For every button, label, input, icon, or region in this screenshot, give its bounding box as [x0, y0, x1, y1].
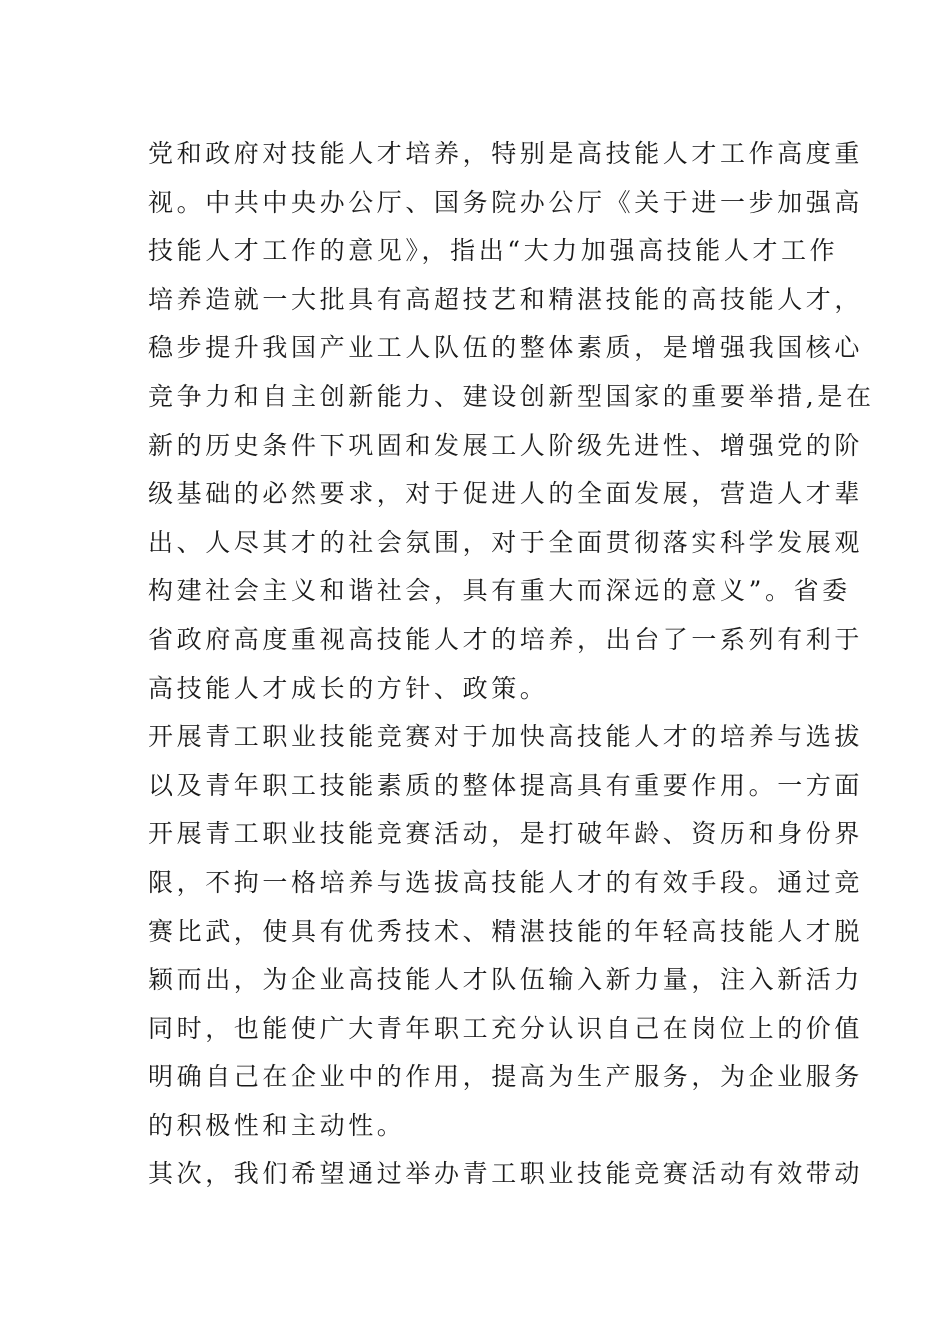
text-line: 以及青年职工技能素质的整体提高具有重要作用。一方面 [148, 770, 864, 800]
text-line: 新的历史条件下巩固和发展工人阶级先进性、增强党的阶 [148, 430, 864, 460]
text-line: 开展青工职业技能竞赛对于加快高技能人才的培养与选拔 [148, 722, 864, 752]
text-line: 省政府高度重视高技能人才的培养，出台了一系列有利于 [148, 624, 864, 654]
text-line: 颖而出，为企业高技能人才队伍输入新力量，注入新活力 [148, 965, 864, 995]
text-line: 赛比武，使具有优秀技术、精湛技能的年轻高技能人才脱 [148, 916, 864, 946]
text-line: 培养造就一大批具有高超技艺和精湛技能的高技能人才， [148, 284, 864, 314]
text-line: 级基础的必然要求，对于促进人的全面发展，营造人才辈 [148, 479, 864, 509]
text-line: 视。中共中央办公厅、国务院办公厅《关于进一步加强高 [148, 187, 864, 217]
text-line: 出、人尽其才的社会氛围，对于全面贯彻落实科学发展观 [148, 527, 864, 557]
body-text [148, 130, 875, 1199]
text-line: 限，不拘一格培养与选拔高技能人才的有效手段。通过竞 [148, 867, 864, 897]
text-line: 其次，我们希望通过举办青工职业技能竞赛活动有效带动 [148, 1159, 864, 1189]
text-line: 技能人才工作的意见》，指出“大力加强高技能人才工作 [148, 236, 839, 266]
text-line: 竞争力和自主创新能力、建设创新型国家的重要举措,是在 [148, 381, 875, 411]
text-line: 明确自己在企业中的作用，提高为生产服务，为企业服务 [148, 1062, 864, 1092]
text-line: 构建社会主义和谐社会，具有重大而深远的意义”。省委 [148, 576, 851, 606]
text-line: 的积极性和主动性。 [148, 1110, 406, 1140]
text-line: 开展青工职业技能竞赛活动，是打破年龄、资历和身份界 [148, 819, 864, 849]
text-line: 稳步提升我国产业工人队伍的整体素质，是增强我国核心 [148, 333, 864, 363]
text-line: 同时，也能使广大青年职工充分认识自己在岗位上的价值 [148, 1013, 864, 1043]
text-line: 高技能人才成长的方针、政策。 [148, 673, 549, 703]
text-line: 党和政府对技能人才培养，特别是高技能人才工作高度重 [148, 139, 864, 168]
